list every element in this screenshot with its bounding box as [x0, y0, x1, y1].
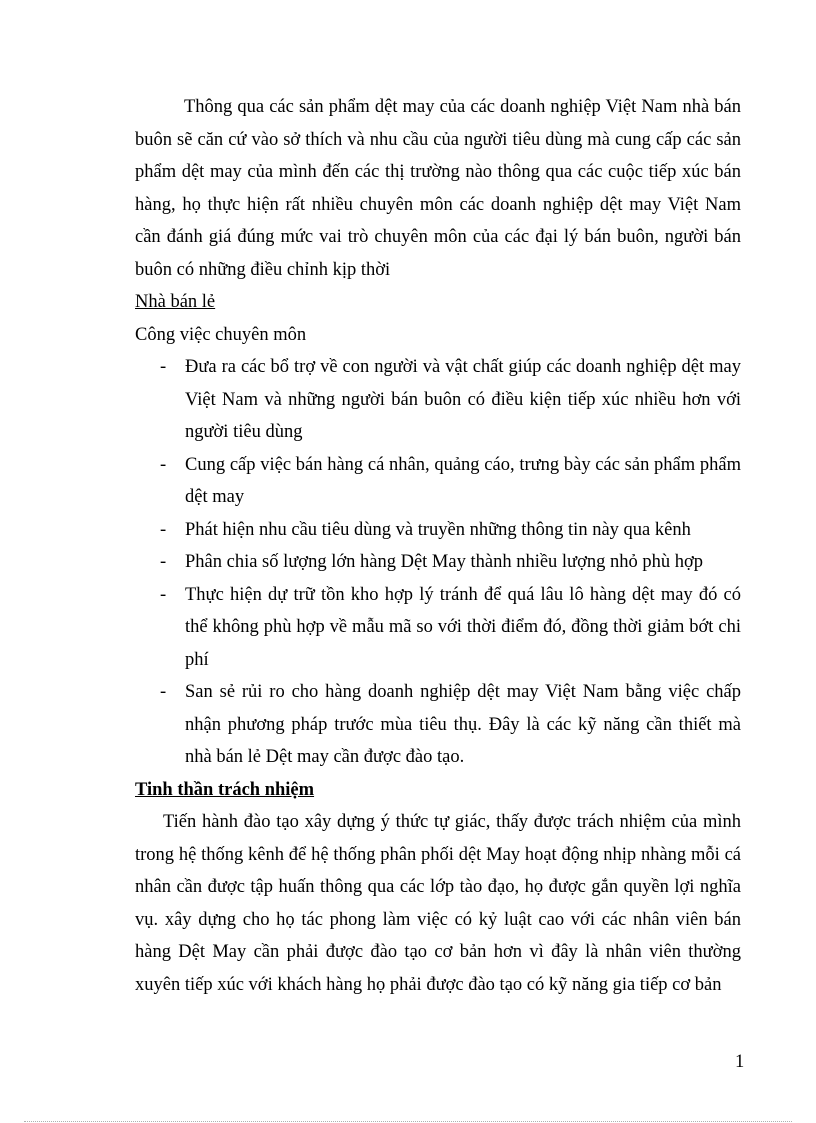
- page-bottom-divider: [24, 1121, 792, 1122]
- page-number: 1: [735, 1052, 745, 1072]
- list-item: [135, 514, 741, 547]
- list-item-text: San sẻ rủi ro cho hàng doanh nghiệp dệt may Việt Nam bằng việc chấp nhận phương pháp trước mùa tiêu thụ. Đây là các kỹ năng cần thiết mà nhà bán lẻ Dệt may cần được đào tạo.: [185, 682, 741, 767]
- list-item-text: Phân chia số lượng lớn hàng Dệt May thành nhiều lượng nhỏ phù hợp: [185, 552, 704, 572]
- bullet-dash: -: [160, 357, 167, 377]
- bullet-dash: -: [160, 584, 167, 605]
- list-item-text: Thực hiện dự trữ tồn kho hợp lý tránh để quá lâu lô hàng dệt may đó có thể không phù hợp về mẫu mã so với thời điểm đó, đồng thời giảm bớt chi phí: [185, 584, 741, 670]
- list-item-text: Đưa ra các bổ trợ về con người và vật chất giúp các doanh nghiệp dệt may Việt Nam và những người bán buôn có điều kiện tiếp xúc nhiều hơn với người tiêu dùng: [185, 357, 741, 442]
- list-item: [135, 579, 741, 677]
- list-item: [135, 676, 741, 774]
- professional-work-label: Công việc chuyên môn: [135, 324, 307, 345]
- list-item: [135, 351, 741, 449]
- retailer-heading: Nhà bán lẻ: [135, 292, 216, 312]
- responsibility-heading: Tinh thần trách nhiệm: [135, 779, 315, 800]
- bullet-dash: -: [160, 682, 167, 702]
- list-item-text: Cung cấp việc bán hàng cá nhân, quảng cáo, trưng bày các sản phẩm phẩm dệt may: [185, 454, 741, 507]
- list-item-text: Phát hiện nhu cầu tiêu dùng và truyền những thông tin này qua kênh: [185, 519, 691, 540]
- bullet-dash: -: [160, 519, 167, 540]
- retailer-tasks-list: [135, 351, 741, 774]
- responsibility-paragraph: Tiến hành đào tạo xây dựng ý thức tự giác, thấy được trách nhiệm của mình trong hệ thống kênh để hệ thống phân phối dệt May hoạt động nhịp nhàng mỗi cá nhân cần được tập huấn thông qua các lớp tào đạo, họ được gắn quyền lợi nghĩa vụ. xây dựng cho họ tác phong làm việc có kỷ luật cao với các nhân viên bán hàng Dệt May cần phải được đào tạo cơ bản hơn vì đây là nhân viên thường xuyên tiếp xúc với khách hàng họ phải được đào tạo có kỹ năng gia tiếp cơ bản: [135, 812, 741, 995]
- intro-paragraph: Thông qua các sản phẩm dệt may của các doanh nghiệp Việt Nam nhà bán buôn sẽ căn cứ vào sở thích và nhu cầu của người tiêu dùng mà cung cấp các sản phẩm dệt may của mình đến các thị trường nào thông qua các cuộc tiếp xúc bán hàng, họ thực hiện rất nhiều chuyên môn các doanh nghiệp dệt may Việt Nam cần đánh giá đúng mức vai trò chuyên môn của các đại lý bán buôn, người bán buôn có những điều chỉnh kịp thời: [135, 97, 741, 280]
- list-item: [135, 546, 741, 579]
- list-item: [135, 449, 741, 514]
- page-content: [135, 91, 741, 1001]
- bullet-dash: -: [160, 454, 167, 475]
- bullet-dash: -: [160, 552, 167, 572]
